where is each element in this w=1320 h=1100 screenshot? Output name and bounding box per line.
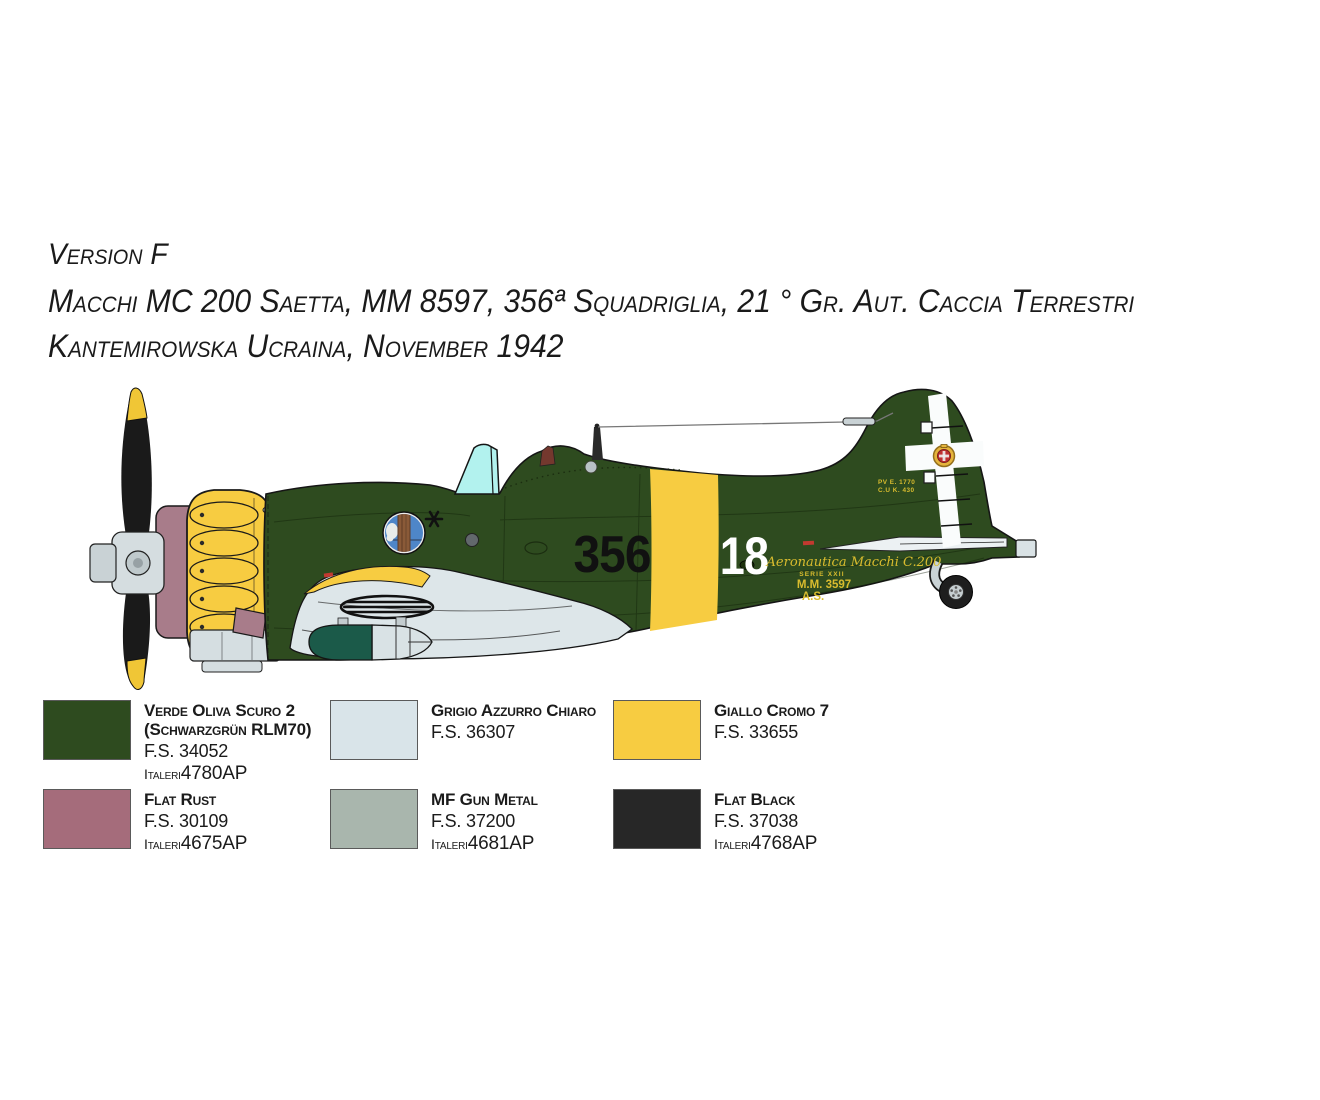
brand-label: Italeri — [144, 765, 181, 782]
paint-brand-code — [431, 834, 538, 855]
location-date: Kantemirowska Ucraina, November 1942 — [48, 327, 564, 364]
paint-fs-code: F.S. 33655 — [714, 722, 799, 743]
paint-brand-code — [714, 834, 817, 855]
brand-code: 4675AP — [180, 832, 248, 854]
brand-code: 4681AP — [467, 832, 535, 854]
savoy-crest-icon — [934, 445, 955, 467]
fuselage-band — [650, 469, 719, 631]
svg-text:A.S.: A.S. — [801, 591, 825, 603]
color-swatch — [330, 789, 418, 849]
fin-stencil — [878, 479, 915, 494]
paint-name: Flat Rust — [144, 790, 217, 809]
svg-text:SERIE XXII: SERIE XXII — [799, 571, 845, 578]
svg-text:356: 356 — [573, 525, 651, 584]
paint-brand-code — [144, 834, 247, 855]
brand-code: 4780AP — [180, 762, 248, 784]
paint-name: Verde Oliva Scuro 2 — [144, 701, 295, 720]
paint-name: Flat Black — [714, 790, 796, 809]
aircraft-description: Macchi MC 200 Saetta, MM 8597, 356ª Squadriglia, 21 ° Gr. Aut. Caccia Terrestri — [48, 283, 1135, 319]
aircraft-number — [720, 527, 768, 586]
paint-fs-code: F.S. 37200 — [431, 811, 516, 832]
svg-text:M.M. 3597: M.M. 3597 — [796, 579, 852, 591]
version-label: Version F — [48, 238, 168, 271]
brand-label: Italeri — [144, 835, 181, 852]
svg-text:Aeronautica Macchi C.200: Aeronautica Macchi C.200 — [766, 555, 942, 570]
color-swatch — [613, 700, 701, 760]
paint-fs-code: F.S. 36307 — [431, 722, 516, 743]
brand-label: Italeri — [714, 835, 751, 852]
caption-block — [48, 238, 1134, 369]
paint-chip-flat-black — [613, 789, 817, 855]
svg-text:18: 18 — [719, 526, 769, 586]
paint-name-2: (Schwarzgrün RLM70) — [144, 720, 312, 740]
squadron-number — [573, 525, 650, 583]
brand-label: Italeri — [431, 835, 468, 852]
antenna-wire — [592, 413, 893, 460]
color-swatch — [43, 789, 131, 849]
color-swatch — [330, 700, 418, 760]
svg-text:C.U K. 430: C.U K. 430 — [878, 487, 915, 494]
paint-name: MF Gun Metal — [431, 790, 538, 809]
paint-chip-gun-metal — [330, 789, 538, 855]
paint-fs-code: F.S. 37038 — [714, 811, 799, 832]
paint-brand-code — [144, 764, 311, 785]
paint-chip-grigio-azzurro — [330, 700, 596, 760]
paint-chip-flat-rust — [43, 789, 247, 855]
brand-code: 4768AP — [750, 832, 818, 854]
svg-text:PV E. 1770: PV E. 1770 — [878, 479, 916, 486]
aircraft-profile-illustration — [0, 380, 1320, 700]
paint-fs-code: F.S. 34052 — [144, 741, 229, 762]
paint-name: Giallo Cromo 7 — [714, 701, 829, 720]
paint-fs-code: F.S. 30109 — [144, 811, 229, 832]
color-swatch — [613, 789, 701, 849]
color-swatch — [43, 700, 131, 760]
paint-name: Grigio Azzurro Chiaro — [431, 701, 597, 720]
paint-chip-verde-oliva — [43, 700, 311, 785]
headrest — [540, 446, 555, 466]
tail-cone-tab — [1016, 540, 1036, 557]
propeller-hub — [90, 532, 164, 594]
paint-chip-giallo-cromo — [613, 700, 829, 760]
